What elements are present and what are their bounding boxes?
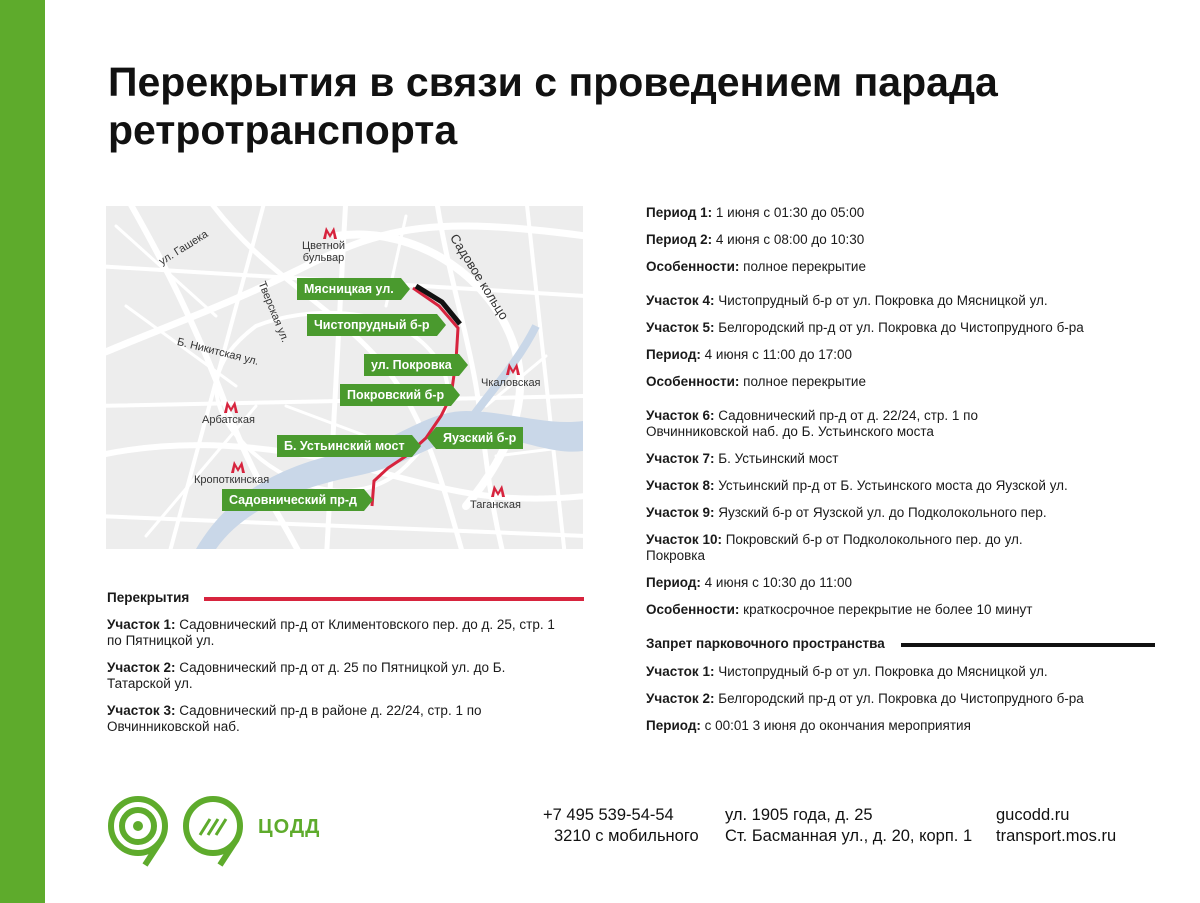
closure-item-text: Садовнический пр-д в районе д. 22/24, стр. 1 по Овчинниковской наб. — [107, 703, 482, 734]
contact-sites — [996, 805, 1116, 847]
closure-item-label: Участок 2: — [107, 660, 176, 675]
metro-m-icon — [231, 461, 245, 473]
parking-item — [646, 664, 1146, 680]
parking-legend-line — [901, 643, 1155, 647]
phone-number[interactable]: +7 495 539-54-54 — [543, 806, 674, 824]
street-label-tverskaya: Тверская ул. — [255, 279, 291, 345]
logo-nine-icon — [107, 795, 169, 867]
detail-item-text: 4 июня с 11:00 до 17:00 — [700, 347, 853, 362]
detail-item-label: Участок 7: — [646, 451, 715, 466]
detail-item-text: Б. Устьинский мост — [714, 451, 839, 466]
route-tag-pokrovka: ул. Покровка — [364, 354, 459, 376]
detail-item-label: Период 2: — [646, 232, 713, 247]
detail-item — [646, 408, 1026, 440]
parking-item-label: Участок 2: — [646, 691, 715, 706]
closure-details-right — [646, 205, 1146, 745]
detail-item-label: Участок 5: — [646, 320, 715, 335]
metro-m-icon — [491, 485, 505, 497]
mobile-number: 3210 с мобильного — [554, 827, 699, 845]
closure-sections-left — [107, 617, 567, 746]
detail-item — [646, 451, 1146, 467]
site-link-transport[interactable]: transport.mos.ru — [996, 827, 1117, 845]
detail-item-label: Участок 10: — [646, 532, 722, 547]
detail-item-label: Особенности: — [646, 374, 740, 389]
detail-item-text: 4 июня с 10:30 до 11:00 — [700, 575, 853, 590]
detail-item — [646, 478, 1146, 494]
detail-item — [646, 347, 1146, 363]
metro-label-chkalovskaya: Чкаловская — [481, 377, 541, 389]
contact-phones — [543, 805, 699, 847]
contact-addresses — [725, 805, 972, 847]
detail-item — [646, 602, 1146, 618]
site-link-gucodd[interactable]: gucodd.ru — [996, 806, 1070, 824]
street-label-gasheka: ул. Гашека — [157, 228, 211, 268]
detail-item-text: Яузский б-р от Яузской ул. до Подколокольного пер. — [714, 505, 1047, 520]
detail-item — [646, 232, 1146, 248]
detail-item-text: Устьинский пр-д от Б. Устьинского моста до Яузской ул. — [714, 478, 1068, 493]
closures-legend-line — [204, 597, 584, 601]
closure-item-text: Садовнический пр-д от д. 25 по Пятницкой ул. до Б. Татарской ул. — [107, 660, 506, 691]
detail-item — [646, 293, 1146, 309]
detail-item-text: Белгородский пр-д от ул. Покровка до Чистопрудного б-ра — [714, 320, 1084, 335]
route-tag-myasnitskaya: Мясницкая ул. — [297, 278, 401, 300]
detail-item-text: краткосрочное перекрытие не более 10 минут — [739, 602, 1033, 617]
route-tag-ustinsky-most: Б. Устьинский мост — [277, 435, 412, 457]
parking-item-label: Период: — [646, 718, 701, 733]
detail-item — [646, 259, 1146, 275]
detail-item-text: полное перекрытие — [739, 259, 866, 274]
closure-item — [107, 703, 567, 735]
detail-item — [646, 374, 1146, 390]
logo-road-icon — [182, 795, 244, 867]
route-tag-pokrovsky: Покровский б-р — [340, 384, 451, 406]
metro-label-kropotkinskaya: Кропоткинская — [194, 474, 270, 486]
detail-item-text: Чистопрудный б-р от ул. Покровка до Мясницкой ул. — [714, 293, 1048, 308]
address-line-1: ул. 1905 года, д. 25 — [725, 806, 873, 824]
detail-item-text: Покровский б-р от Подколокольного пер. до ул. Покровка — [646, 532, 1023, 563]
detail-item — [646, 205, 1146, 221]
metro-label-taganskaya: Таганская — [470, 499, 521, 511]
closure-item-label: Участок 3: — [107, 703, 176, 718]
closure-item — [107, 660, 567, 692]
closure-item-label: Участок 1: — [107, 617, 176, 632]
metro-label-tsvetnoy: Цветной бульвар — [302, 240, 345, 264]
detail-item-text: 1 июня с 01:30 до 05:00 — [712, 205, 865, 220]
detail-item-label: Участок 9: — [646, 505, 715, 520]
detail-item-text: Садовнический пр-д от д. 22/24, стр. 1 по Овчинниковской наб. до Б. Устьинского моста — [646, 408, 978, 439]
detail-item — [646, 532, 1026, 564]
parking-item-text: Чистопрудный б-р от ул. Покровка до Мясницкой ул. — [714, 664, 1048, 679]
detail-item-label: Участок 4: — [646, 293, 715, 308]
closures-legend — [107, 589, 584, 607]
detail-item-label: Участок 6: — [646, 408, 715, 423]
detail-item — [646, 575, 1146, 591]
route-tag-yauzsky: Яузский б-р — [436, 427, 523, 449]
detail-item-label: Особенности: — [646, 602, 740, 617]
detail-item — [646, 320, 1146, 336]
metro-m-icon — [323, 227, 337, 239]
address-line-2: Ст. Басманная ул., д. 20, корп. 1 — [725, 827, 973, 845]
street-label-nikitskaya: Б. Никитская ул. — [175, 336, 260, 368]
street-label-sadovoe: Садовое кольцо — [447, 231, 512, 323]
closures-legend-title: Перекрытия — [107, 590, 190, 605]
route-tag-sadovnichesky: Садовнический пр-д — [222, 489, 364, 511]
parking-item-text: с 00:01 3 июня до окончания мероприятия — [700, 718, 971, 733]
parking-item — [646, 691, 1146, 707]
metro-m-icon — [224, 401, 238, 413]
detail-item-label: Период: — [646, 575, 701, 590]
detail-item-label: Особенности: — [646, 259, 740, 274]
metro-label-arbatskaya: Арбатская — [202, 414, 255, 426]
detail-item-label: Период 1: — [646, 205, 713, 220]
closure-item — [107, 617, 567, 649]
brand-name: ЦОДД — [258, 816, 321, 838]
page-title: Перекрытия в связи с проведением парада ретротранспорта — [108, 59, 998, 153]
closure-map — [106, 206, 583, 549]
detail-item-label: Период: — [646, 347, 701, 362]
closure-item-text: Садовнический пр-д от Климентовского пер. до д. 25, стр. 1 по Пятницкой ул. — [107, 617, 555, 648]
detail-item-text: полное перекрытие — [739, 374, 866, 389]
accent-sidebar-bar — [0, 0, 45, 903]
metro-m-icon — [506, 363, 520, 375]
detail-item — [646, 505, 1146, 521]
detail-item-label: Участок 8: — [646, 478, 715, 493]
detail-item-text: 4 июня с 08:00 до 10:30 — [712, 232, 865, 247]
parking-legend-title: Запрет парковочного пространства — [646, 636, 885, 651]
parking-item-text: Белгородский пр-д от ул. Покровка до Чистопрудного б-ра — [714, 691, 1084, 706]
route-tag-chistoprudny: Чистопрудный б-р — [307, 314, 437, 336]
parking-legend — [646, 636, 1146, 654]
parking-item-label: Участок 1: — [646, 664, 715, 679]
parking-item — [646, 718, 1146, 734]
